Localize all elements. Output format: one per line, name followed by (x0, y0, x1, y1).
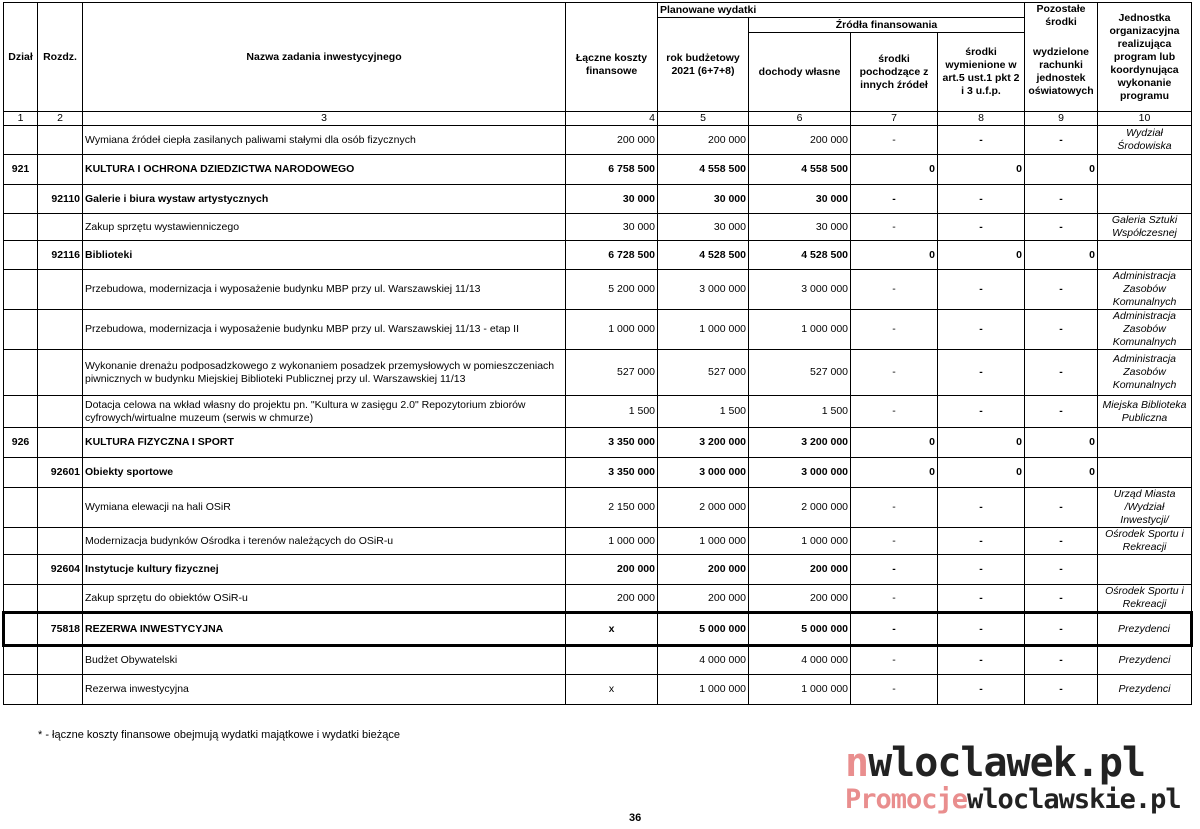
table-row (4, 646, 1192, 675)
cell-nazwa: Przebudowa, modernizacja i wyposażenie budynku MBP przy ul. Warszawskiej 11/13 - etap II (83, 310, 566, 350)
cell-nazwa: Przebudowa, modernizacja i wyposażenie budynku MBP przy ul. Warszawskiej 11/13 (83, 270, 566, 310)
cell-rozdz (38, 488, 83, 528)
cell-dochody: 5 000 000 (749, 613, 851, 646)
cell-dochody: 1 500 (749, 396, 851, 428)
cell-dzial: 926 (4, 428, 38, 458)
cell-c9: - (1025, 350, 1098, 396)
column-number: 5 (658, 112, 749, 126)
header-srodki-pochodzace: środki pochodzące z innych źródeł (851, 33, 938, 112)
cell-c9: - (1025, 585, 1098, 613)
cell-rok: 5 000 000 (658, 613, 749, 646)
cell-nazwa: Galerie i biura wystaw artystycznych (83, 185, 566, 214)
cell-c9: 0 (1025, 428, 1098, 458)
cell-dzial: 921 (4, 155, 38, 185)
cell-dochody: 30 000 (749, 214, 851, 241)
column-number: 1 (4, 112, 38, 126)
cell-dzial (4, 185, 38, 214)
cell-dochody: 1 000 000 (749, 310, 851, 350)
cell-rok: 200 000 (658, 126, 749, 155)
table-row (4, 350, 1192, 396)
cell-laczne: 200 000 (566, 126, 658, 155)
header-srodki-wymienione: środki wymienione w art.5 ust.1 pkt 2 i 3 u.f.p. (938, 33, 1025, 112)
cell-rok: 4 528 500 (658, 241, 749, 270)
cell-jednostka (1098, 155, 1192, 185)
header-rozdz: Rozdz. (38, 3, 83, 112)
column-number: 4 (566, 112, 658, 126)
cell-jednostka: Administracja Zasobów Komunalnych (1098, 350, 1192, 396)
header-jednostka: Jednostka organizacyjna realizująca program lub koordynująca wykonanie programu (1098, 3, 1192, 112)
cell-nazwa: KULTURA FIZYCZNA I SPORT (83, 428, 566, 458)
cell-c9: - (1025, 185, 1098, 214)
cell-c8: - (938, 585, 1025, 613)
cell-rozdz (38, 675, 83, 705)
cell-rozdz (38, 528, 83, 555)
cell-nazwa: Wymiana elewacji na hali OSiR (83, 488, 566, 528)
table-body (4, 126, 1192, 705)
cell-rozdz: 92604 (38, 555, 83, 585)
cell-nazwa: Obiekty sportowe (83, 458, 566, 488)
header-planowane: Planowane wydatki (658, 3, 1025, 18)
column-number: 7 (851, 112, 938, 126)
cell-laczne (566, 646, 658, 675)
cell-laczne: 1 000 000 (566, 528, 658, 555)
column-number: 9 (1025, 112, 1098, 126)
cell-c7: - (851, 675, 938, 705)
cell-rozdz (38, 350, 83, 396)
header-dzial: Dział (4, 3, 38, 112)
cell-c7: 0 (851, 458, 938, 488)
table-row (4, 155, 1192, 185)
column-number: 6 (749, 112, 851, 126)
cell-rok: 200 000 (658, 555, 749, 585)
cell-laczne: 2 150 000 (566, 488, 658, 528)
cell-laczne: 6 728 500 (566, 241, 658, 270)
header-zrodla: Źródła finansowania (749, 18, 1025, 33)
header-pozostale: Pozostałe środki (1025, 3, 1098, 33)
cell-rok: 1 000 000 (658, 528, 749, 555)
cell-nazwa: Dotacja celowa na wkład własny do projektu pn. "Kultura w zasięgu 2.0" Repozytorium zbiorów cyfrowych/wirtualne muzeum (serwis w chmurze) (83, 396, 566, 428)
cell-c8: - (938, 270, 1025, 310)
cell-nazwa: Modernizacja budynków Ośrodka i terenów należących do OSiR-u (83, 528, 566, 555)
table-row (4, 310, 1192, 350)
cell-c8: - (938, 488, 1025, 528)
cell-c7: - (851, 310, 938, 350)
cell-laczne: x (566, 675, 658, 705)
cell-c7: - (851, 585, 938, 613)
cell-dochody: 200 000 (749, 585, 851, 613)
table-row (4, 428, 1192, 458)
cell-dzial (4, 613, 38, 646)
cell-c7: 0 (851, 241, 938, 270)
page-number: 36 (629, 812, 642, 824)
cell-c8: - (938, 396, 1025, 428)
cell-laczne: 30 000 (566, 214, 658, 241)
table-row (4, 585, 1192, 613)
cell-c7: - (851, 488, 938, 528)
cell-rozdz (38, 270, 83, 310)
table-row (4, 488, 1192, 528)
cell-dochody: 3 000 000 (749, 270, 851, 310)
cell-dochody: 4 000 000 (749, 646, 851, 675)
cell-laczne: 6 758 500 (566, 155, 658, 185)
cell-rozdz (38, 428, 83, 458)
cell-c7: - (851, 350, 938, 396)
cell-laczne: 1 000 000 (566, 310, 658, 350)
cell-c9: 0 (1025, 155, 1098, 185)
cell-nazwa: Zakup sprzętu wystawienniczego (83, 214, 566, 241)
header-dochody: dochody własne (749, 33, 851, 112)
cell-laczne: 200 000 (566, 585, 658, 613)
cell-c8: 0 (938, 241, 1025, 270)
cell-dzial (4, 585, 38, 613)
cell-nazwa: Zakup sprzętu do obiektów OSiR-u (83, 585, 566, 613)
header-pozostale-sub: wydzielone rachunki jednostek oświatowych (1025, 33, 1098, 112)
cell-c7: - (851, 270, 938, 310)
cell-rozdz: 92116 (38, 241, 83, 270)
table-row (4, 396, 1192, 428)
cell-c7: - (851, 126, 938, 155)
cell-rozdz: 92601 (38, 458, 83, 488)
cell-c9: 0 (1025, 458, 1098, 488)
cell-laczne: 30 000 (566, 185, 658, 214)
cell-jednostka: Galeria Sztuki Współczesnej (1098, 214, 1192, 241)
cell-dzial (4, 675, 38, 705)
cell-jednostka (1098, 185, 1192, 214)
cell-dzial (4, 310, 38, 350)
table-row (4, 528, 1192, 555)
cell-dzial (4, 126, 38, 155)
cell-rozdz (38, 646, 83, 675)
cell-c7: - (851, 555, 938, 585)
cell-dochody: 4 528 500 (749, 241, 851, 270)
cell-c8: - (938, 185, 1025, 214)
cell-dochody: 30 000 (749, 185, 851, 214)
cell-rok: 200 000 (658, 585, 749, 613)
cell-rok: 4 558 500 (658, 155, 749, 185)
table-row (4, 675, 1192, 705)
cell-c7: 0 (851, 428, 938, 458)
cell-jednostka: Prezydenci (1098, 646, 1192, 675)
cell-jednostka: Prezydenci (1098, 675, 1192, 705)
cell-c8: 0 (938, 428, 1025, 458)
cell-dzial (4, 528, 38, 555)
cell-rok: 3 000 000 (658, 270, 749, 310)
cell-dzial (4, 396, 38, 428)
cell-jednostka: Prezydenci (1098, 613, 1192, 646)
cell-jednostka (1098, 555, 1192, 585)
cell-dochody: 3 000 000 (749, 458, 851, 488)
watermark-logo-2 (845, 784, 1181, 815)
cell-laczne: x (566, 613, 658, 646)
cell-c7: - (851, 528, 938, 555)
cell-c9: - (1025, 396, 1098, 428)
cell-rok: 30 000 (658, 185, 749, 214)
cell-jednostka: Wydział Środowiska (1098, 126, 1192, 155)
table-row (4, 241, 1192, 270)
cell-c8: - (938, 214, 1025, 241)
cell-laczne: 5 200 000 (566, 270, 658, 310)
cell-nazwa: Wykonanie drenażu podposadzkowego z wykonaniem posadzek przemysłowych w pomieszczeniach piwnicznych w budynku Miejskiej Biblioteki Publicznej przy ul. Warszawskiej 11/13 (83, 350, 566, 396)
cell-dzial (4, 214, 38, 241)
cell-c9: - (1025, 488, 1098, 528)
cell-dzial (4, 241, 38, 270)
cell-rok: 2 000 000 (658, 488, 749, 528)
cell-rozdz (38, 585, 83, 613)
cell-rozdz (38, 126, 83, 155)
watermark-accent: n (845, 740, 869, 786)
cell-nazwa: Instytucje kultury fizycznej (83, 555, 566, 585)
watermark-text: wloclawek.pl (868, 740, 1146, 786)
cell-c9: - (1025, 675, 1098, 705)
cell-dzial (4, 270, 38, 310)
cell-c8: - (938, 555, 1025, 585)
table-row (4, 126, 1192, 155)
cell-nazwa: Wymiana źródeł ciepła zasilanych paliwami stałymi dla osób fizycznych (83, 126, 566, 155)
cell-c8: - (938, 675, 1025, 705)
cell-nazwa: Biblioteki (83, 241, 566, 270)
cell-jednostka: Miejska Biblioteka Publiczna (1098, 396, 1192, 428)
cell-dochody: 1 000 000 (749, 675, 851, 705)
table-row (4, 613, 1192, 646)
cell-c9: - (1025, 528, 1098, 555)
column-number: 10 (1098, 112, 1192, 126)
cell-laczne: 200 000 (566, 555, 658, 585)
cell-c8: 0 (938, 155, 1025, 185)
cell-c8: 0 (938, 458, 1025, 488)
cell-c7: - (851, 646, 938, 675)
cell-rozdz (38, 396, 83, 428)
cell-c8: - (938, 646, 1025, 675)
cell-jednostka (1098, 428, 1192, 458)
cell-dzial (4, 458, 38, 488)
cell-nazwa: REZERWA INWESTYCYJNA (83, 613, 566, 646)
cell-rok: 527 000 (658, 350, 749, 396)
cell-dochody: 1 000 000 (749, 528, 851, 555)
cell-rozdz (38, 214, 83, 241)
table-row (4, 185, 1192, 214)
cell-jednostka: Administracja Zasobów Komunalnych (1098, 270, 1192, 310)
column-number: 3 (83, 112, 566, 126)
cell-c9: - (1025, 126, 1098, 155)
cell-c9: 0 (1025, 241, 1098, 270)
cell-rok: 1 500 (658, 396, 749, 428)
cell-rok: 1 000 000 (658, 675, 749, 705)
cell-rok: 4 000 000 (658, 646, 749, 675)
watermark-logo (845, 740, 1145, 786)
cell-dochody: 527 000 (749, 350, 851, 396)
cell-dzial (4, 555, 38, 585)
cell-dochody: 200 000 (749, 126, 851, 155)
cell-jednostka: Administracja Zasobów Komunalnych (1098, 310, 1192, 350)
header-nazwa: Nazwa zadania inwestycyjnego (83, 3, 566, 112)
cell-c8: - (938, 528, 1025, 555)
cell-rok: 3 200 000 (658, 428, 749, 458)
cell-dzial (4, 646, 38, 675)
cell-c9: - (1025, 214, 1098, 241)
cell-c9: - (1025, 613, 1098, 646)
cell-jednostka (1098, 241, 1192, 270)
cell-c9: - (1025, 555, 1098, 585)
watermark-text: wloclawskie.pl (967, 784, 1181, 815)
cell-c9: - (1025, 310, 1098, 350)
table-row (4, 555, 1192, 585)
header-rok: rok budżetowy 2021 (6+7+8) (658, 18, 749, 112)
cell-jednostka: Urząd Miasta /Wydział Inwestycji/ (1098, 488, 1192, 528)
cell-c7: - (851, 214, 938, 241)
cell-jednostka: Ośrodek Sportu i Rekreacji (1098, 528, 1192, 555)
cell-c9: - (1025, 646, 1098, 675)
cell-laczne: 3 350 000 (566, 428, 658, 458)
column-number: 2 (38, 112, 83, 126)
cell-nazwa: KULTURA I OCHRONA DZIEDZICTWA NARODOWEGO (83, 155, 566, 185)
table-row (4, 214, 1192, 241)
cell-dochody: 3 200 000 (749, 428, 851, 458)
cell-c8: - (938, 310, 1025, 350)
header-laczne: Łączne koszty finansowe (566, 3, 658, 112)
column-numbers-row (4, 112, 1192, 126)
cell-c7: 0 (851, 155, 938, 185)
cell-rozdz (38, 310, 83, 350)
table-row (4, 458, 1192, 488)
cell-c8: - (938, 613, 1025, 646)
cell-laczne: 1 500 (566, 396, 658, 428)
cell-dzial (4, 350, 38, 396)
cell-dzial (4, 488, 38, 528)
cell-jednostka (1098, 458, 1192, 488)
cell-dochody: 200 000 (749, 555, 851, 585)
column-number: 8 (938, 112, 1025, 126)
cell-laczne: 3 350 000 (566, 458, 658, 488)
cell-c7: - (851, 185, 938, 214)
cell-rozdz: 92110 (38, 185, 83, 214)
cell-rok: 3 000 000 (658, 458, 749, 488)
cell-nazwa: Budżet Obywatelski (83, 646, 566, 675)
footnote: * - łączne koszty finansowe obejmują wydatki majątkowe i wydatki bieżące (38, 729, 400, 741)
cell-rok: 30 000 (658, 214, 749, 241)
cell-nazwa: Rezerwa inwestycyjna (83, 675, 566, 705)
cell-jednostka: Ośrodek Sportu i Rekreacji (1098, 585, 1192, 613)
cell-rozdz (38, 155, 83, 185)
investment-table (2, 2, 1193, 705)
cell-dochody: 4 558 500 (749, 155, 851, 185)
cell-rozdz: 75818 (38, 613, 83, 646)
cell-c7: - (851, 396, 938, 428)
cell-c8: - (938, 126, 1025, 155)
cell-c8: - (938, 350, 1025, 396)
watermark-accent: Promocje (845, 784, 968, 815)
table-row (4, 270, 1192, 310)
cell-c9: - (1025, 270, 1098, 310)
cell-laczne: 527 000 (566, 350, 658, 396)
cell-rok: 1 000 000 (658, 310, 749, 350)
cell-c7: - (851, 613, 938, 646)
cell-dochody: 2 000 000 (749, 488, 851, 528)
